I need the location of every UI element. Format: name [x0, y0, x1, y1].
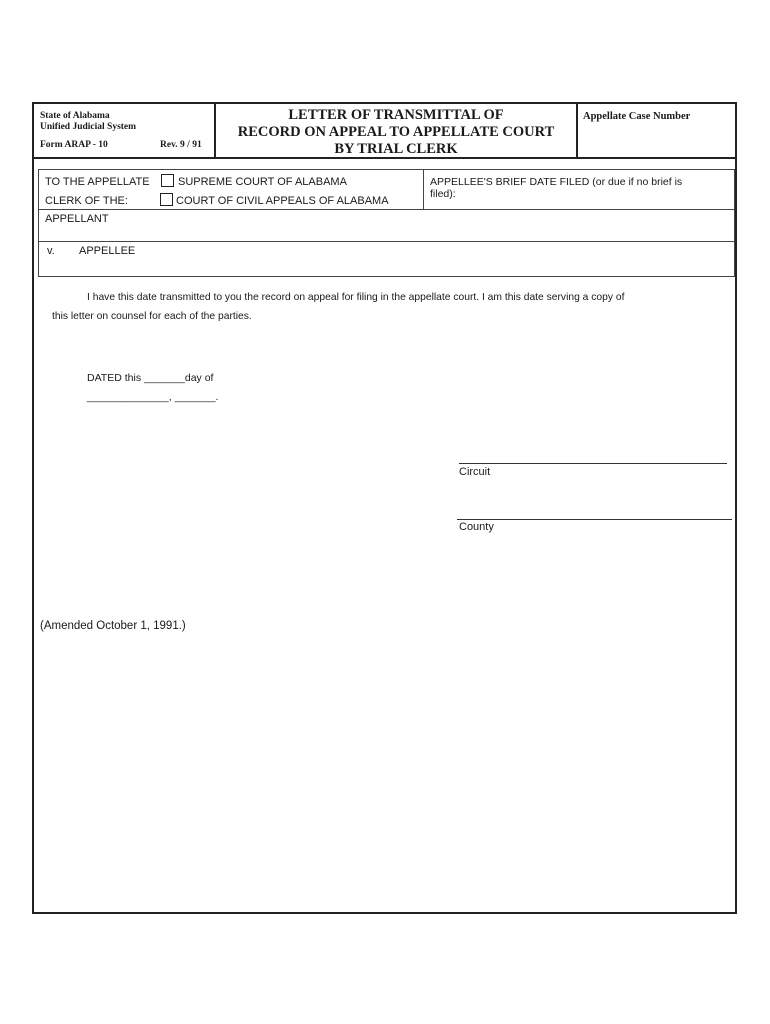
versus-label: v. [47, 245, 55, 257]
civil-appeals-checkbox[interactable] [160, 193, 173, 206]
form-number: Form ARAP - 10 [40, 140, 108, 150]
appellant-field[interactable] [45, 226, 725, 240]
appellee-label: APPELLEE [79, 245, 136, 257]
form-title-line3: BY TRIAL CLERK [334, 141, 458, 157]
amended-note: (Amended October 1, 1991.) [40, 620, 186, 632]
supreme-court-label: SUPREME COURT OF ALABAMA [178, 176, 347, 188]
transmittal-paragraph-line1: I have this date transmitted to you the record on appeal for filing in the appellate court. I am this date serving a copy of [87, 292, 625, 303]
county-signature-line[interactable] [457, 519, 732, 520]
system-label: Unified Judicial System [40, 122, 137, 132]
dated-year-line: ______________, _______. [87, 391, 219, 403]
appellant-label: APPELLANT [45, 213, 109, 225]
brief-date-label-line1: APPELLEE'S BRIEF DATE FILED (or due if no brief is [430, 176, 683, 188]
civil-appeals-label: COURT OF CIVIL APPEALS OF ALABAMA [176, 195, 389, 207]
state-label: State of Alabama [40, 111, 110, 121]
transmittal-paragraph-line2: this letter on counsel for each of the parties. [52, 311, 252, 322]
circuit-signature-line[interactable] [459, 463, 727, 464]
supreme-court-checkbox[interactable] [161, 174, 174, 187]
form-title-line1: LETTER OF TRANSMITTAL OF [288, 107, 504, 123]
county-label: County [459, 521, 494, 533]
brief-date-field[interactable] [470, 188, 728, 204]
clerk-label-line1: TO THE APPELLATE [45, 176, 150, 188]
clerk-label-line2: CLERK OF THE: [45, 195, 128, 207]
appellee-field[interactable] [45, 258, 725, 274]
brief-date-label-line2: filed): [430, 188, 456, 200]
case-number-label: Appellate Case Number [583, 111, 691, 122]
case-number-field[interactable] [583, 126, 731, 154]
form-title-line2: RECORD ON APPEAL TO APPELLATE COURT [237, 124, 555, 140]
circuit-label: Circuit [459, 466, 491, 478]
dated-line: DATED this _______day of [87, 372, 214, 384]
clerk-row-divider [423, 169, 424, 210]
form-revision: Rev. 9 / 91 [160, 140, 202, 150]
